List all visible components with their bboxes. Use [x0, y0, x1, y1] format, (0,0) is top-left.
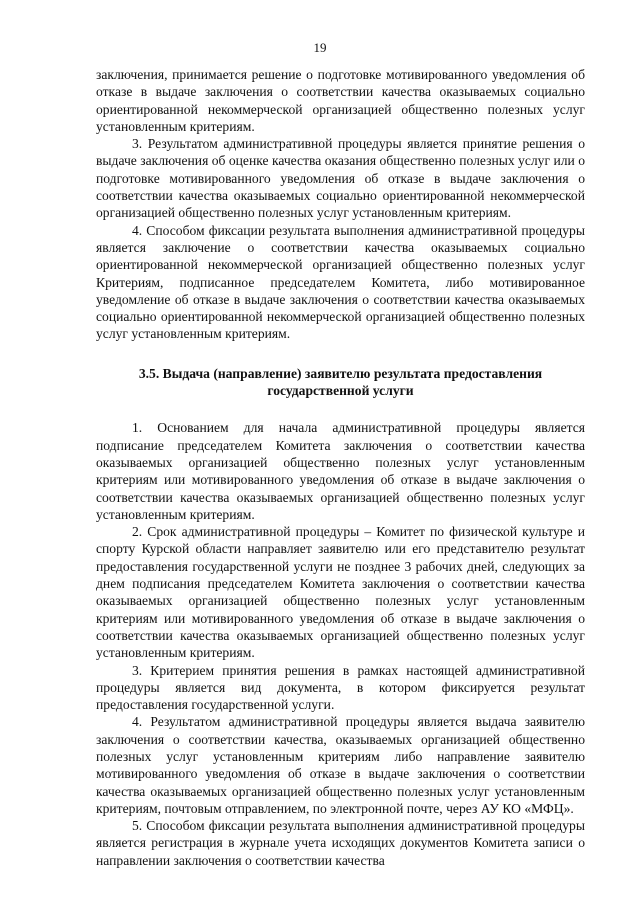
paragraph-outcome: 4. Результатом административной процедуры является выдача заявителю заключения о соответствии качества, оказываемых организацией общественно полезных услуг установленным критериям либо направление заявителю мотивированного уведомления об отказе в выдаче заключения о соответствии качества оказываемых организацией общественно полезных услуг установленным критериям, почтовым отправлением, по электронной почте, через АУ КО «МФЦ». — [96, 714, 585, 816]
paragraph-criterion: 3. Критерием принятия решения в рамках настоящей административной процедуры является вид документа, в котором фиксируется результат предоставления государственной услуги. — [96, 662, 585, 713]
section-heading: 3.5. Выдача (направление) заявителю результата предоставления государственной услуги — [138, 365, 543, 399]
paragraph-basis: 1. Основанием для начала административной процедуры является подписание председателем Комитета заключения о соответствии качества оказываемых организацией общественно полезных услуг установленным критериям или мотивированного уведомления об отказе в выдаче заключения о соответствии качества оказываемых организацией общественно полезных услуг установленным критериям. — [96, 420, 585, 522]
paragraph-continued: заключения, принимается решение о подготовке мотивированного уведомления об отказе в выдаче заключения о соответствии качества оказываемых социально ориентированной некоммерческой организацией общественно полезных услуг установленным критериям. — [96, 67, 585, 134]
paragraph-result: 3. Результатом административной процедуры является принятие решения о выдаче заключения об оценке качества оказания общественно полезных услуг или о подготовке мотивированного уведомления об отказе в выдаче заключения о соответствии качества оказываемых социально ориентированной некоммерческой организацией общественно полезных услуг установленным критериям. — [96, 136, 585, 221]
document-body — [96, 66, 585, 869]
paragraph-fixation: 4. Способом фиксации результата выполнения административной процедуры является заключение о соответствии качества оказываемых социально ориентированной некоммерческой организацией общественно полезных услуг Критериям, подписанное председателем Комитета, либо мотивированное уведомление об отказе в выдаче заключения о соответствии качества оказываемых социально ориентированной некоммерческой организацией общественно полезных услуг установленным критериям. — [96, 222, 585, 342]
paragraph-term: 2. Срок административной процедуры – Комитет по физической культуре и спорту Курской области направляет заявителю или его представителю результат предоставления государственной услуги не позднее 3 рабочих дней, следующих за днем подписания председателем Комитета заключения о соответствии качества оказываемых организацией общественно полезных услуг установленным критериям или мотивированного уведомления об отказе в выдаче заключения о соответствии качества оказываемых организацией общественно полезных услуг установленным критериям. — [96, 524, 585, 661]
page-number: 19 — [313, 40, 327, 55]
paragraph-registration: 5. Способом фиксации результата выполнения административной процедуры является регистрация в журнале учета исходящих документов Комитета записи о направлении заключения о соответствии качества — [96, 818, 585, 868]
